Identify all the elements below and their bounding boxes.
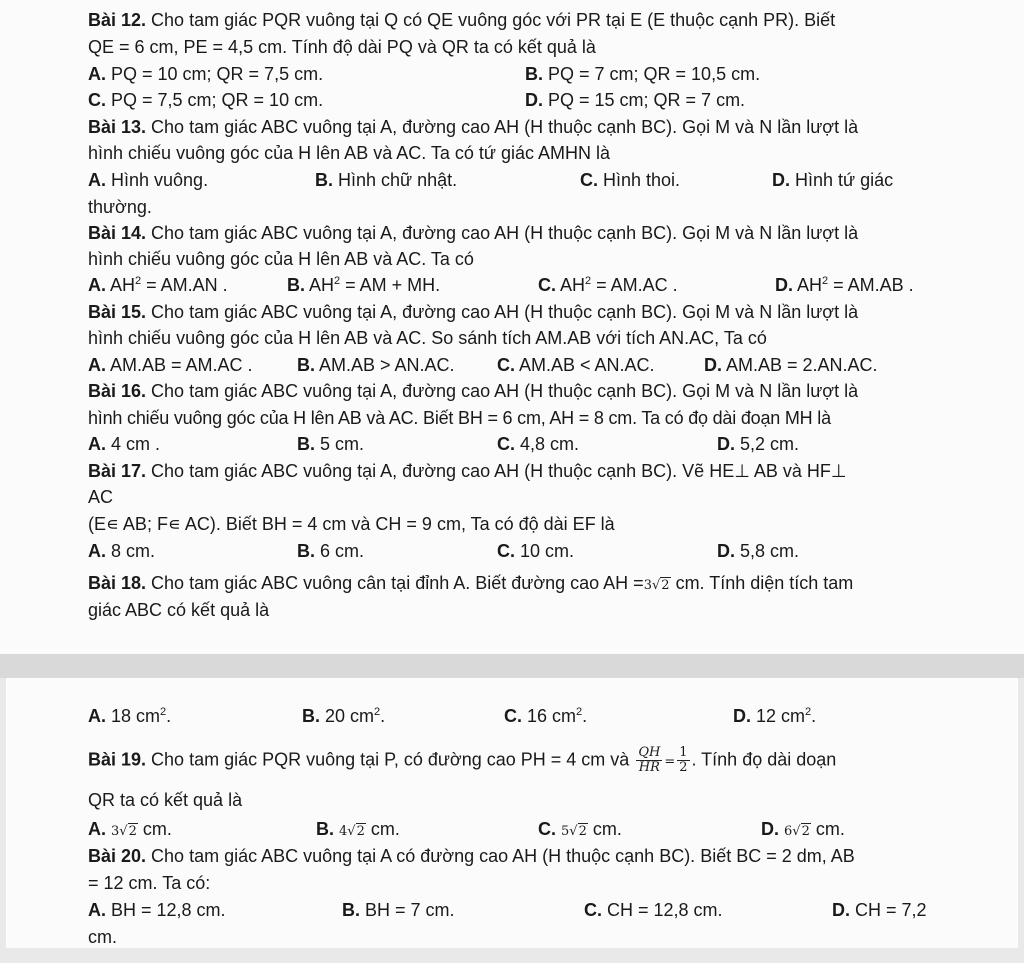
bai19-option-a[interactable]: A. 3√2 cm.: [88, 819, 172, 839]
bai19-fraction-qh-hr: $\frac{QH}{HR}$: [638, 745, 661, 775]
bai18-option-d[interactable]: D. 12 $cm^2$.: [733, 706, 817, 726]
bai16-line2: hình chiếu vuông góc của H lên AB và AC. Biết BH = 6 cm, AH = 8 cm. Ta có đọ dài đoạn MH là: [88, 408, 831, 428]
bai15-line2: hình chiếu vuông góc của H lên AB và AC. So sánh tích AM.AB với tích AN.AC, Ta có: [88, 328, 767, 348]
bai18-title: Bài 18.: [88, 573, 147, 593]
bai14-line1: Bài 14. Cho tam giác ABC vuông tại A, đường cao AH (H thuộc cạnh BC). Gọi M và N lần lượt là: [88, 223, 859, 243]
bai16-option-d[interactable]: D. 5,2 cm.: [717, 434, 800, 454]
bai17-option-d[interactable]: D. 5,8 cm.: [717, 541, 800, 561]
bai15-line1: Bài 15. Cho tam giác ABC vuông tại A, đường cao AH (H thuộc cạnh BC). Gọi M và N lần lượt là: [88, 302, 859, 322]
bai15-title: Bài 15.: [88, 302, 147, 322]
bai12-line2: QE = 6 cm, PE = 4,5 cm. Tính độ dài PQ và QR ta có kết quả là: [88, 37, 596, 57]
bai13-title: Bài 13.: [88, 117, 147, 137]
bai16-option-b[interactable]: B. 5 cm.: [297, 434, 365, 454]
bai17-option-c[interactable]: C. 10 cm.: [497, 541, 575, 561]
bai20-line1: Bài 20. Cho tam giác ABC vuông tại A có đường cao AH (H thuộc cạnh BC). Biết BC = 2 dm, AB: [88, 846, 855, 866]
bai17-line2: AC: [88, 487, 114, 507]
bai14-option-a[interactable]: A. $AH^2 = AM.AN$ .: [88, 275, 228, 295]
bai17-option-b[interactable]: B. 6 cm.: [297, 541, 365, 561]
bai17-line1: Bài 17. Cho tam giác ABC vuông tại A, đường cao AH (H thuộc cạnh BC). Vẽ HE⊥ AB và HF⊥: [88, 461, 847, 481]
bai14-title: Bài 14.: [88, 223, 147, 243]
bai19-title: Bài 19.: [88, 749, 147, 770]
bai13-option-d-cont: thường.: [88, 197, 152, 217]
bai19-fraction-one-half: $\frac{1}{2}$: [679, 745, 688, 775]
bai19-option-d[interactable]: D. 6√2 cm.: [761, 819, 845, 839]
bai18-sqrt-expression: 3√2: [643, 578, 670, 593]
bai18-option-c[interactable]: C. 16 $cm^2$.: [504, 706, 588, 726]
bai12-line1: Bài 12. Cho tam giác PQR vuông tại Q có QE vuông góc với PR tại E (E thuộc cạnh PR). Biết: [88, 10, 836, 30]
bai12-option-a[interactable]: A. PQ = 10 cm; QR = 7,5 cm.: [88, 64, 324, 84]
bai20-line2: = 12 cm. Ta có:: [88, 873, 211, 893]
bai13-option-d[interactable]: D. Hình tứ giác: [772, 170, 894, 190]
bai12-option-b[interactable]: B. PQ = 7 cm; QR = 10,5 cm.: [525, 64, 761, 84]
bai16-option-a[interactable]: A. 4 cm .: [88, 434, 161, 454]
bai12-title: Bài 12.: [88, 10, 147, 30]
bai20-option-a[interactable]: A. BH = 12,8 cm.: [88, 900, 226, 920]
bai17-option-a[interactable]: A. 8 cm.: [88, 541, 156, 561]
bai20-option-d[interactable]: D. CH = 7,2: [832, 900, 927, 920]
bai19-line1: Bài 19. Cho tam giác PQR vuông tại P, có đường cao PH = 4 cm và $\frac{QH}{HR}$ = $\frac{1}{2}$ . Tính đọ dài doạn: [88, 745, 837, 775]
bai15-option-a[interactable]: A. AM.AB = AM.AC .: [88, 355, 253, 375]
bai19-option-b[interactable]: B. 4√2 cm.: [316, 819, 400, 839]
bai20-title: Bài 20.: [88, 846, 147, 866]
page-gap: [0, 654, 1024, 678]
bai20-option-c[interactable]: C. CH = 12,8 cm.: [584, 900, 723, 920]
bai20-option-d-cont: cm.: [88, 927, 117, 947]
bai19-option-c[interactable]: C. 5√2 cm.: [538, 819, 622, 839]
bai20-option-b[interactable]: B. BH = 7 cm.: [342, 900, 455, 920]
bai16-line1: Bài 16. Cho tam giác ABC vuông tại A, đường cao AH (H thuộc cạnh BC). Gọi M và N lần lượt là: [88, 381, 859, 401]
bai18-option-b[interactable]: B. 20 $cm^2$.: [302, 706, 386, 726]
bai14-option-d[interactable]: D. $AH^2 = AM.AB$ .: [775, 275, 914, 295]
bai18-option-a[interactable]: A. 18 $cm^2$.: [88, 706, 172, 726]
bai13-option-a[interactable]: A. Hình vuông.: [88, 170, 209, 190]
bai17-line3: (E∊ AB; F∊ AC). Biết BH = 4 cm và CH = 9 cm, Ta có độ dài EF là: [88, 514, 615, 534]
bai16-option-c[interactable]: C. 4,8 cm.: [497, 434, 580, 454]
bai13-line1: Bài 13. Cho tam giác ABC vuông tại A, đường cao AH (H thuộc cạnh BC). Gọi M và N lần lượt là: [88, 117, 859, 137]
bai15-option-c[interactable]: C. AM.AB < AN.AC.: [497, 355, 655, 375]
bai18-line1: Bài 18. Cho tam giác ABC vuông cân tại đỉnh A. Biết đường cao AH =3√2 cm. Tính diện tích tam: [88, 573, 854, 593]
worksheet-page-2: [6, 678, 1018, 948]
bai12-option-d[interactable]: D. PQ = 15 cm; QR = 7 cm.: [525, 90, 746, 110]
bai13-option-c[interactable]: C. Hình thoi.: [580, 170, 681, 190]
bai19-line2: QR ta có kết quả là: [88, 790, 243, 810]
bai14-option-c[interactable]: C. $AH^2 = AM.AC$ .: [538, 275, 678, 295]
bai16-title: Bài 16.: [88, 381, 147, 401]
bai13-line2: hình chiếu vuông góc của H lên AB và AC. Ta có tứ giác AMHN là: [88, 143, 611, 163]
bai17-title: Bài 17.: [88, 461, 147, 481]
bai12-option-c[interactable]: C. PQ = 7,5 cm; QR = 10 cm.: [88, 90, 324, 110]
bai15-option-d[interactable]: D. AM.AB = 2.AN.AC.: [704, 355, 878, 375]
bai13-option-b[interactable]: B. Hình chữ nhật.: [315, 170, 458, 190]
bai18-line2: giác ABC có kết quả là: [88, 600, 270, 620]
bai14-line2: hình chiếu vuông góc của H lên AB và AC. Ta có: [88, 249, 474, 269]
bai15-option-b[interactable]: B. AM.AB > AN.AC.: [297, 355, 455, 375]
bai14-option-b[interactable]: B. $AH^2$ = AM + MH.: [287, 275, 441, 295]
